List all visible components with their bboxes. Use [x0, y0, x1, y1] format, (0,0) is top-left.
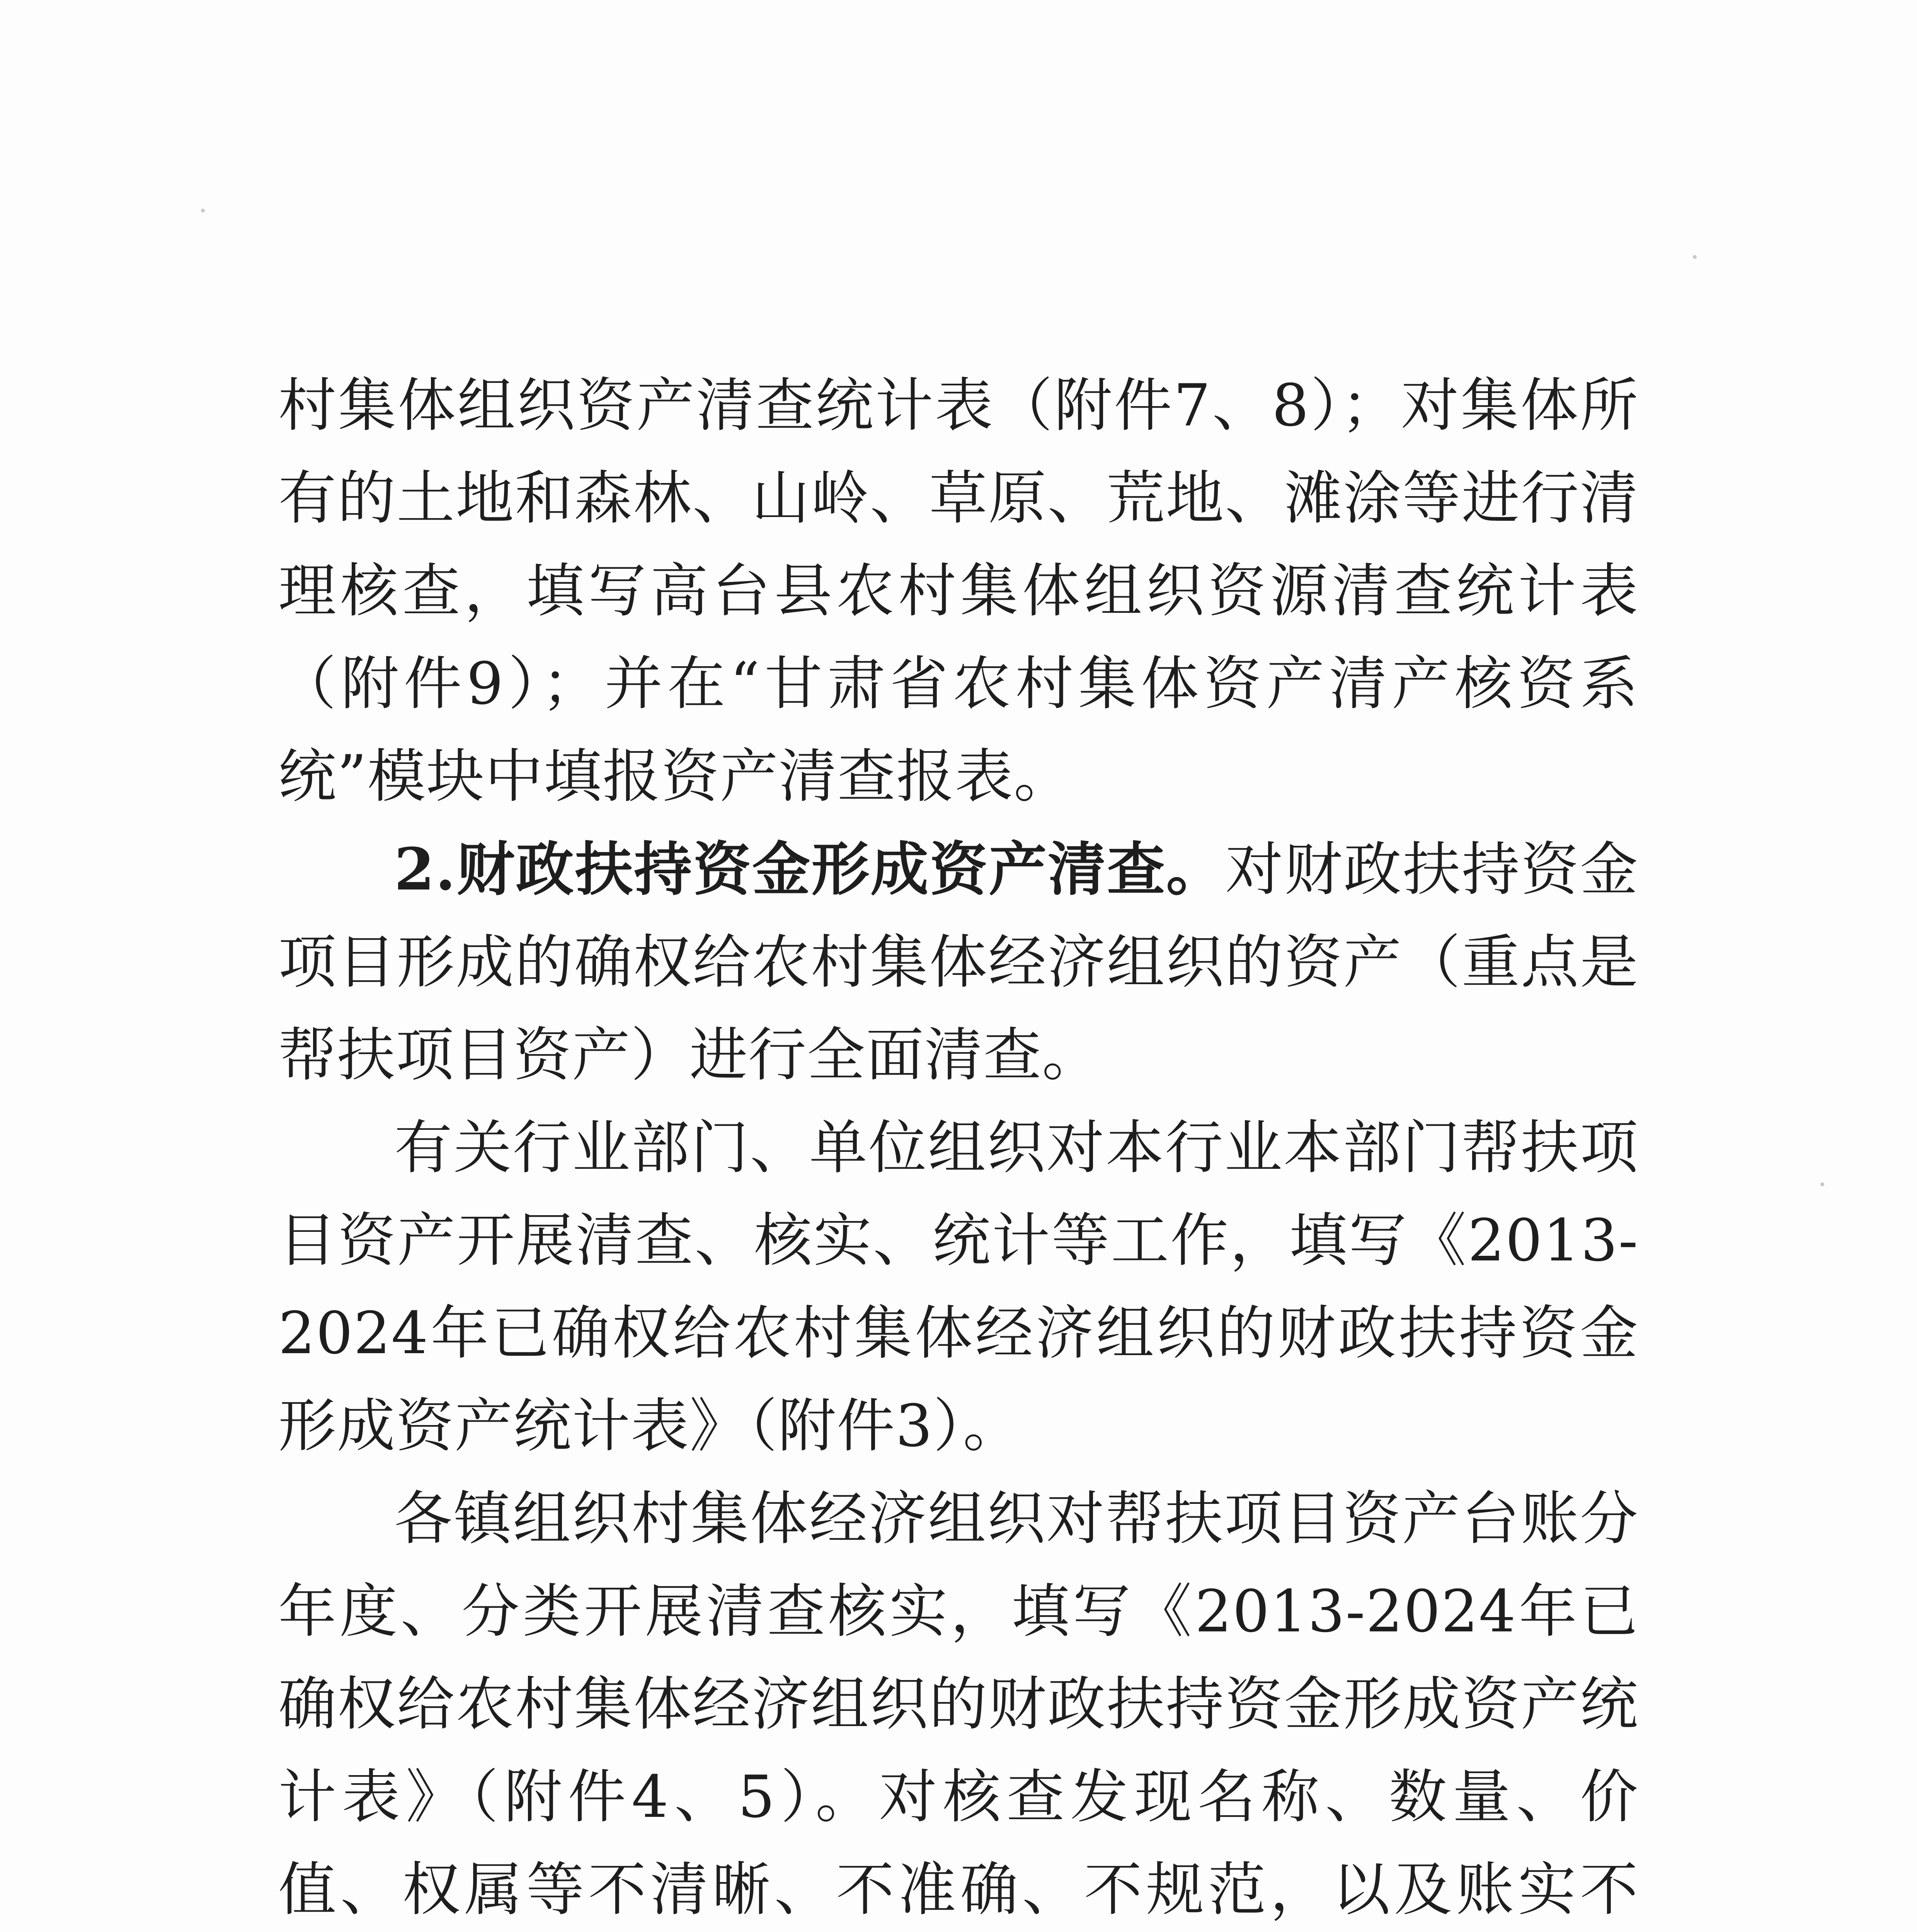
scan-speck: [201, 209, 205, 213]
paragraph-text: 有关行业部门、单位组织对本行业本部门帮扶项目资产开展清查、核实、统计等工作，填写《2013-2024年已确权给农村集体经济组织的财政扶持资金形成资产统计表》（附件3）。: [278, 1114, 1639, 1460]
paragraph-departments: [278, 1102, 1639, 1473]
paragraph-text: 村集体组织资产清查统计表（附件7、8）；对集体所有的土地和森林、山岭、草原、荒地、滩涂等进行清理核查，填写高台县农村集体组织资源清查统计表（附件9）；并在“甘肃省农村集体资产清产核资系统”模块中填报资产清查报表。: [278, 372, 1639, 810]
paragraph-continuation: [278, 359, 1639, 823]
document-body: [278, 359, 1639, 1932]
paragraph-fiscal-funds-asset-check: [278, 823, 1639, 1102]
section-heading: 2.财政扶持资金形成资产清查。: [394, 835, 1226, 903]
paragraph-towns: [278, 1473, 1639, 1932]
paragraph-text: 对财政扶持资金项目形成的确权给农村集体经济组织的资产（重点是帮扶项目资产）进行全面清查。: [278, 836, 1639, 1089]
paragraph-text: 各镇组织村集体经济组织对帮扶项目资产台账分年度、分类开展清查核实，填写《2013-2024年已确权给农村集体经济组织的财政扶持资金形成资产统计表》（附件4、5）。对核查发现名称、数量、价值、权属等不清晰、不准确、不规范，以及账实不: [278, 1485, 1639, 1923]
scan-speck: [1820, 1182, 1824, 1186]
scan-speck: [1693, 255, 1697, 259]
